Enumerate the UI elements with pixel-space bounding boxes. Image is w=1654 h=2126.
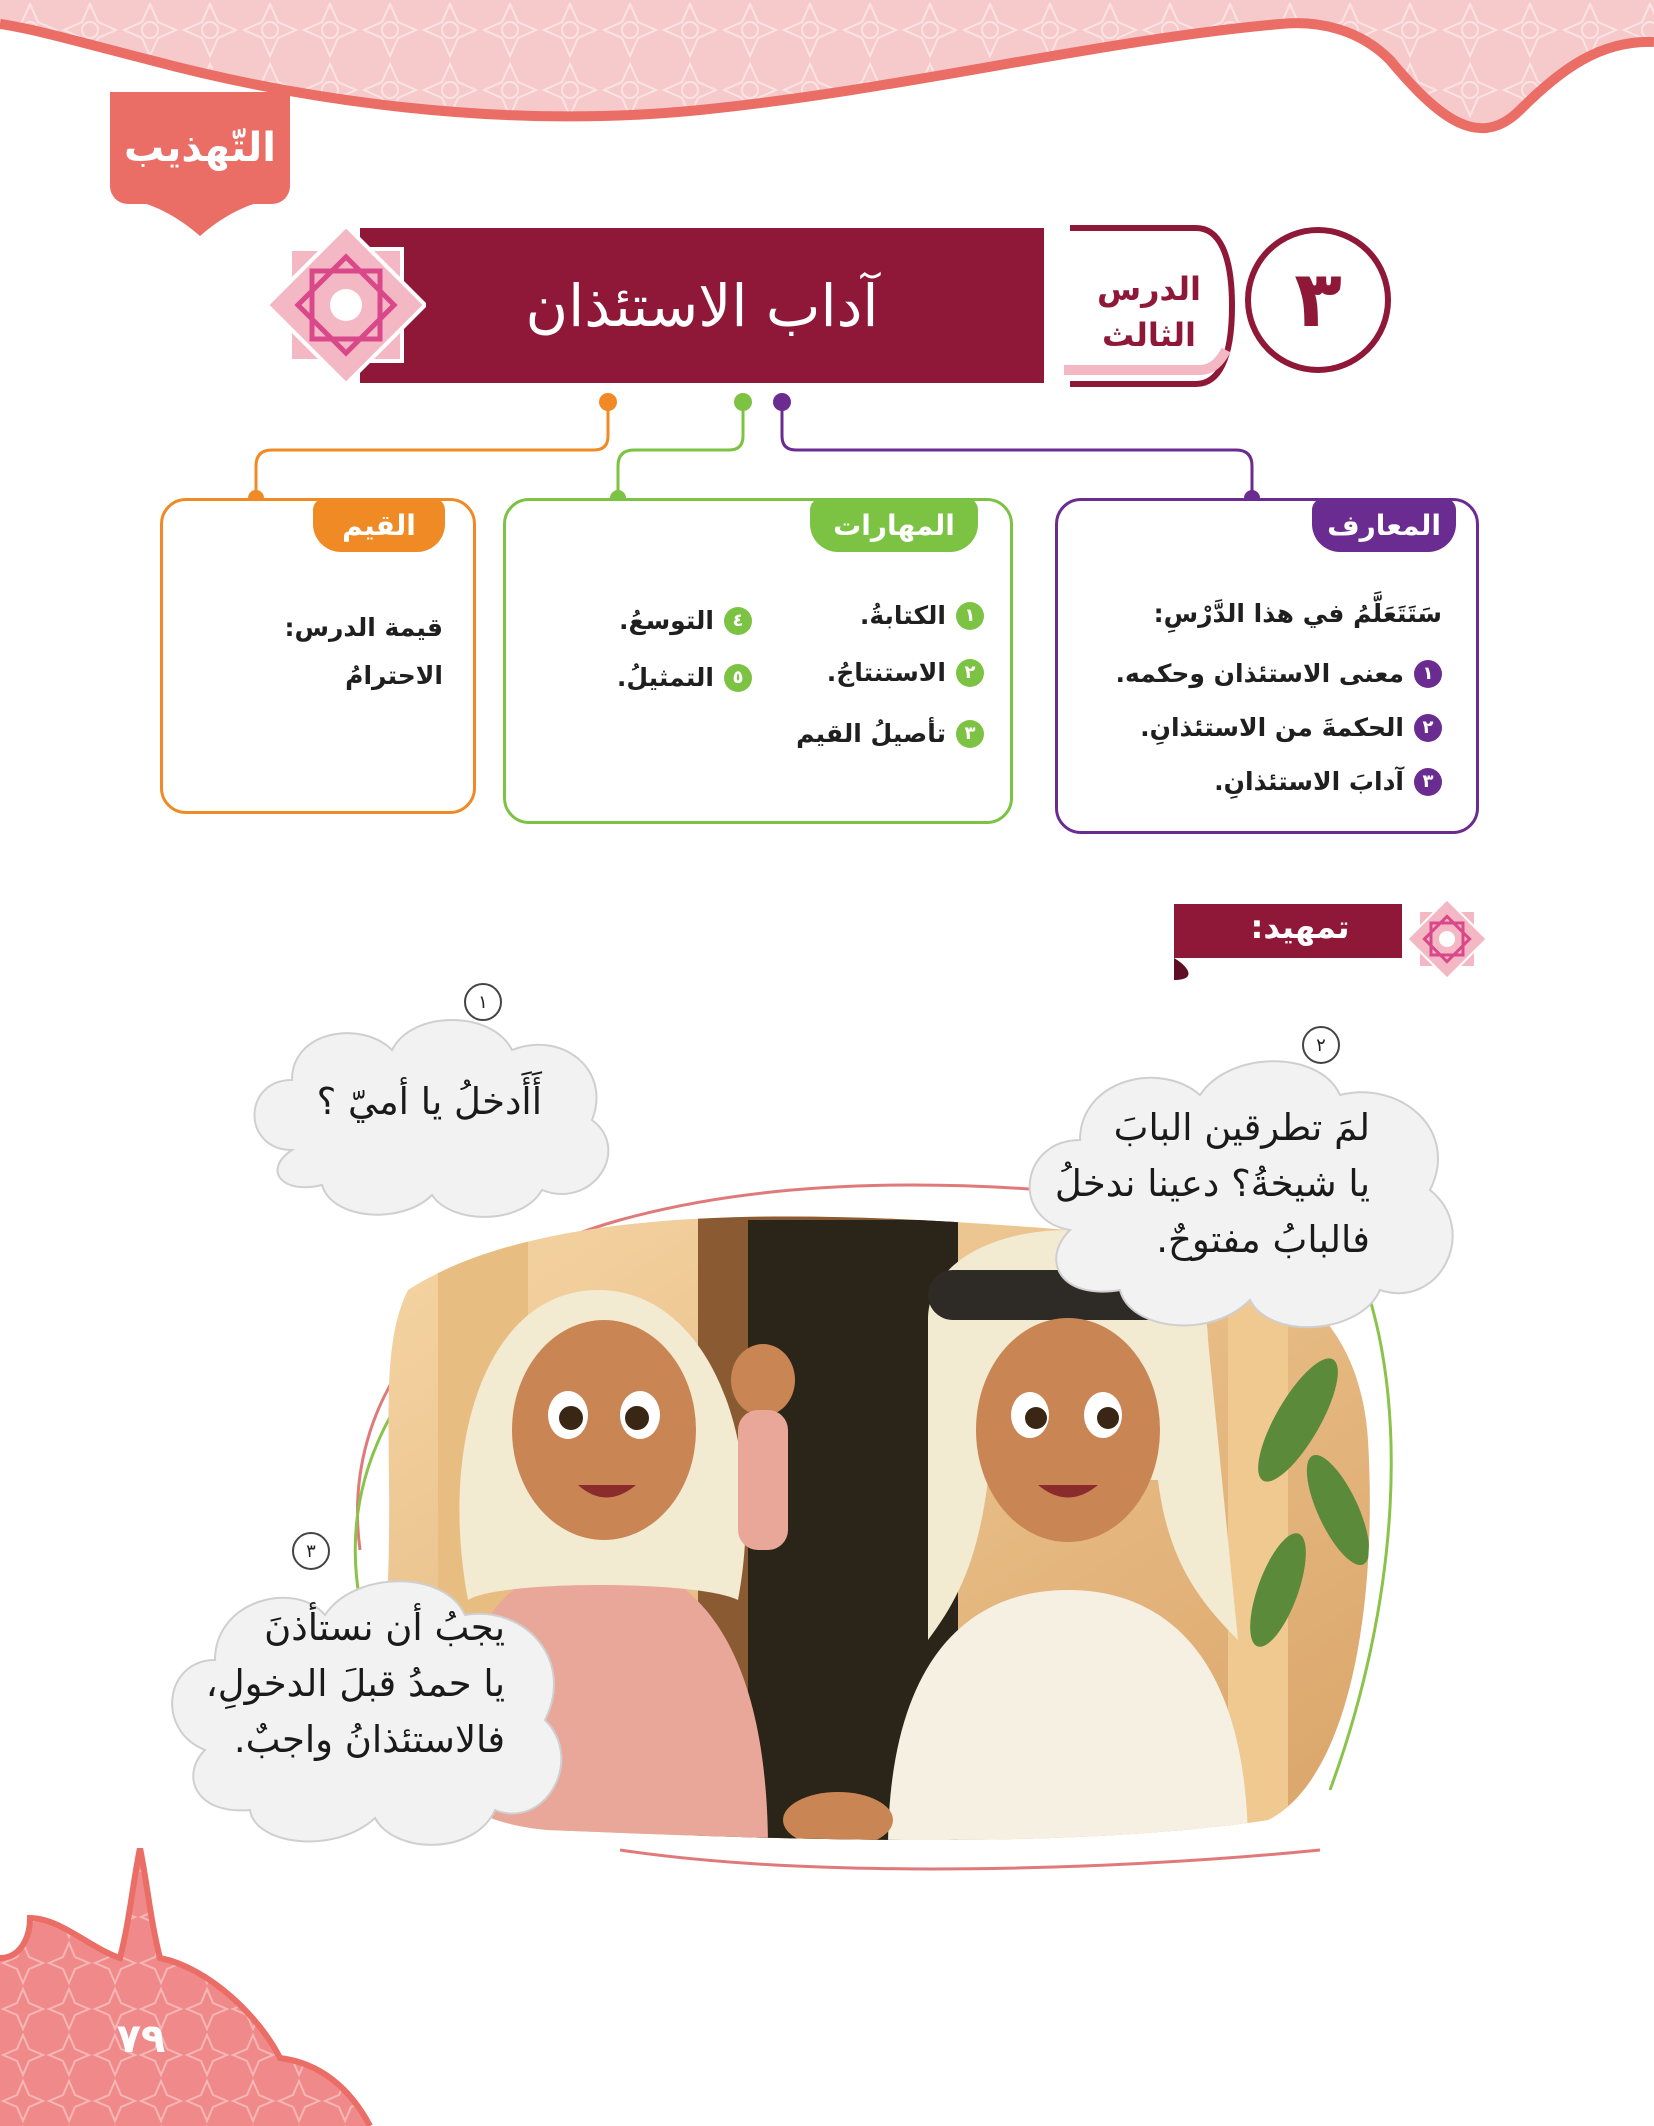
values-tab [313, 498, 445, 552]
speech-bubble-3 [155, 1560, 575, 1850]
footer-dome-ornament [0, 1848, 420, 2126]
skills-item-4 [619, 606, 752, 635]
knowledge-item-2-number: ٢ [1414, 714, 1442, 742]
values-title: القيم [342, 508, 416, 542]
values-line1: قيمة الدرس: [284, 613, 443, 642]
speech-2-line-2: يا شيخةُ؟ دعينا ندخلُ [1054, 1162, 1370, 1205]
lesson-title-banner [360, 228, 1044, 383]
knowledge-item-1 [1115, 659, 1442, 688]
skills-tab [810, 498, 978, 552]
knowledge-box [1055, 498, 1479, 834]
lesson-number-circle [1245, 227, 1391, 373]
tamheed-rosette-icon [1408, 900, 1486, 978]
speech-bubble-1-text [317, 1074, 542, 1130]
speech-2-line-3: فالبابُ مفتوحٌ. [1156, 1218, 1370, 1261]
skills-item-3-text: تأصيلُ القيم [796, 719, 946, 748]
skills-item-1-text: الكتابةُ. [859, 601, 946, 630]
knowledge-item-2 [1140, 713, 1442, 742]
speech-1-line-1: أَأَدخلُ يا أميّ ؟ [316, 1080, 542, 1123]
lesson-tag-label [1074, 266, 1224, 358]
skills-item-5-text: التمثيلُ. [616, 663, 714, 692]
knowledge-item-3-text: آدابَ الاستئذانِ. [1214, 767, 1404, 796]
page-number: ٧٩ [116, 2016, 166, 2062]
knowledge-tab [1312, 498, 1456, 552]
knowledge-item-1-number: ١ [1414, 660, 1442, 688]
knowledge-item-1-text: معنى الاستئذان وحكمه. [1115, 659, 1404, 688]
speech-2-line-1: لمَ تطرقين البابَ [1113, 1106, 1370, 1149]
speech-bubble-3-text [206, 1600, 505, 1768]
lesson-tag-line2: الثالث [1102, 316, 1196, 354]
tamheed-label: تمهيد: [1250, 908, 1350, 946]
skills-item-5 [617, 663, 752, 692]
skills-title: المهارات [833, 508, 955, 542]
skills-item-3-number: ٣ [956, 720, 984, 748]
lesson-number: ٣ [1294, 255, 1342, 345]
skills-item-2-number: ٢ [956, 659, 984, 687]
skills-item-2 [827, 658, 984, 687]
speech-bubble-2-text [1055, 1100, 1370, 1268]
knowledge-item-2-text: الحكمةَ من الاستئذانِ. [1140, 713, 1404, 742]
knowledge-intro: سَتَتَعَلَّمُ في هذا الدَّرْسِ: [1153, 599, 1442, 628]
skills-box [503, 498, 1013, 824]
values-line2: الاحترامُ [345, 661, 443, 690]
rosette-ornament-icon [266, 225, 426, 385]
lesson-tag-line1: الدرس [1096, 270, 1202, 308]
speech-bubble-2 [1010, 1040, 1470, 1340]
skills-item-4-number: ٤ [724, 607, 752, 635]
knowledge-item-3 [1214, 767, 1442, 796]
speech-marker-1: ١ [464, 983, 502, 1021]
skills-item-3 [796, 719, 984, 748]
skills-item-5-number: ٥ [724, 664, 752, 692]
speech-marker-2: ٢ [1302, 1026, 1340, 1064]
speech-marker-3: ٣ [292, 1532, 330, 1570]
speech-3-line-1: يجبُ أن نستأذنَ [264, 1606, 505, 1649]
subject-tab-tip [110, 198, 290, 238]
subject-label: التّهذيب [124, 125, 276, 171]
skills-item-1-number: ١ [956, 602, 984, 630]
skills-item-1 [860, 601, 984, 630]
skills-item-2-text: الاستنتاجُ. [826, 658, 946, 687]
skills-item-4-text: التوسعُ. [619, 606, 714, 635]
knowledge-item-3-number: ٣ [1414, 768, 1442, 796]
lesson-title: آداب الاستئذان [525, 271, 879, 340]
values-box [160, 498, 476, 814]
speech-3-line-3: فالاستئذانُ واجبٌ. [233, 1718, 505, 1761]
knowledge-title: المعارف [1327, 508, 1441, 542]
subject-tab [110, 92, 290, 204]
speech-3-line-2: يا حمدُ قبلَ الدخولِ، [205, 1662, 505, 1705]
speech-bubble-1 [232, 1010, 622, 1220]
